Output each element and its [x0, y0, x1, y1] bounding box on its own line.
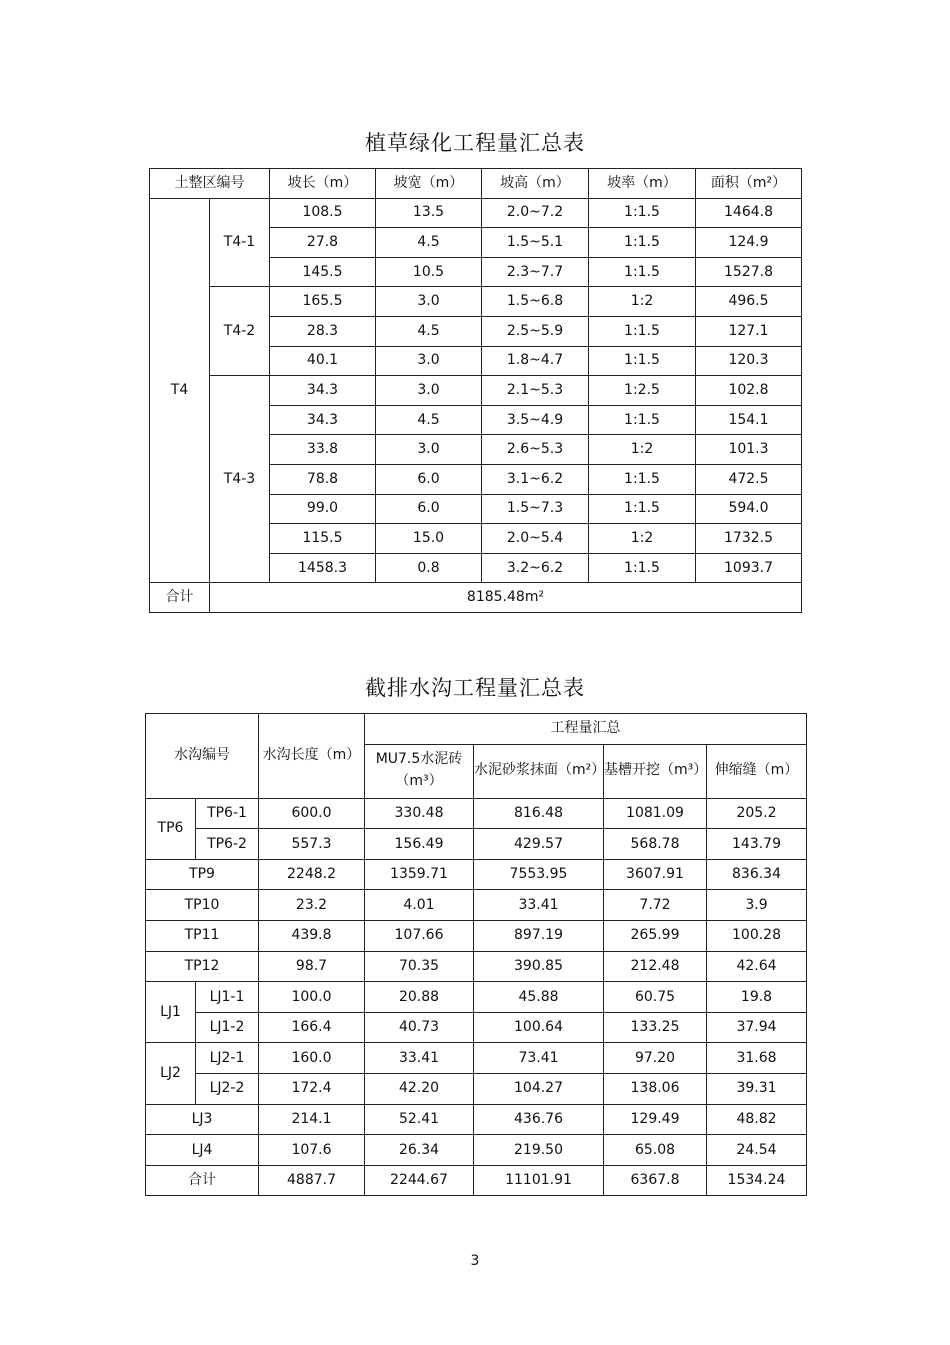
data-cell: 97.20: [604, 1043, 707, 1074]
data-cell: 1:2: [589, 435, 696, 465]
data-cell: 4887.7: [259, 1165, 365, 1196]
data-cell: 1081.09: [604, 798, 707, 829]
data-cell: 1:1.5: [589, 464, 696, 494]
data-cell: 34.3: [270, 405, 376, 435]
data-cell: 2.0~5.4: [482, 524, 589, 554]
data-cell: 472.5: [696, 464, 802, 494]
page-number: 3: [470, 1253, 480, 1269]
data-cell: 1:2: [589, 287, 696, 317]
data-cell: 557.3: [259, 829, 365, 860]
data-cell: 31.68: [707, 1043, 807, 1074]
data-cell: 3.0: [376, 376, 482, 406]
table-row: [150, 198, 802, 228]
data-cell: 70.35: [365, 951, 474, 982]
header-cell: 坡长（m）: [270, 169, 376, 199]
data-cell: 143.79: [707, 829, 807, 860]
data-cell: 1:1.5: [589, 346, 696, 376]
data-cell: 1458.3: [270, 553, 376, 583]
drainage-ditch-quantity-table: [145, 713, 807, 1196]
header-cell: 面积（m²）: [696, 169, 802, 199]
data-cell: 219.50: [474, 1135, 604, 1166]
data-cell: 2.1~5.3: [482, 376, 589, 406]
data-cell: 212.48: [604, 951, 707, 982]
data-cell: 138.06: [604, 1073, 707, 1104]
data-cell: 390.85: [474, 951, 604, 982]
data-cell: 166.4: [259, 1012, 365, 1043]
group-cell: LJ1: [146, 982, 196, 1043]
data-cell: 1:1.5: [589, 316, 696, 346]
data-cell: 3.9: [707, 890, 807, 921]
header-row: [150, 169, 802, 199]
id-cell: 合计: [146, 1165, 259, 1196]
data-cell: 34.3: [270, 376, 376, 406]
data-cell: 39.31: [707, 1073, 807, 1104]
sub-header-cell: MU7.5水泥砖（m³）: [365, 744, 474, 798]
table-row: [150, 376, 802, 406]
table-row: [146, 1073, 807, 1104]
group-cell: T4-1: [210, 198, 270, 287]
data-cell: 3.1~6.2: [482, 464, 589, 494]
data-cell: 145.5: [270, 257, 376, 287]
data-cell: 156.49: [365, 829, 474, 860]
sub-header-cell: 基槽开挖（m³）: [604, 744, 707, 798]
data-cell: 98.7: [259, 951, 365, 982]
data-cell: 1.5~7.3: [482, 494, 589, 524]
data-cell: 1:1.5: [589, 228, 696, 258]
data-cell: 2.6~5.3: [482, 435, 589, 465]
data-cell: 1464.8: [696, 198, 802, 228]
total-row: [150, 583, 802, 613]
data-cell: 165.5: [270, 287, 376, 317]
data-cell: 1093.7: [696, 553, 802, 583]
data-cell: 1:2.5: [589, 376, 696, 406]
data-cell: 100.64: [474, 1012, 604, 1043]
data-cell: 48.82: [707, 1104, 807, 1135]
group-cell: TP6: [146, 798, 196, 859]
data-cell: 124.9: [696, 228, 802, 258]
table-row: [146, 859, 807, 890]
data-cell: 108.5: [270, 198, 376, 228]
data-cell: 24.54: [707, 1135, 807, 1166]
sub-id-cell: LJ1-2: [196, 1012, 259, 1043]
data-cell: 3.0: [376, 435, 482, 465]
data-cell: 3607.91: [604, 859, 707, 890]
sub-id-cell: TP6-1: [196, 798, 259, 829]
data-cell: 115.5: [270, 524, 376, 554]
data-cell: 45.88: [474, 982, 604, 1013]
table-row: [146, 890, 807, 921]
data-cell: 28.3: [270, 316, 376, 346]
table-row: [146, 1043, 807, 1074]
data-cell: 33.8: [270, 435, 376, 465]
data-cell: 3.2~6.2: [482, 553, 589, 583]
data-cell: 60.75: [604, 982, 707, 1013]
data-cell: 1359.71: [365, 859, 474, 890]
data-cell: 265.99: [604, 920, 707, 951]
id-cell: TP9: [146, 859, 259, 890]
data-cell: 1:2: [589, 524, 696, 554]
data-cell: 0.8: [376, 553, 482, 583]
table1-title: 植草绿化工程量汇总表: [365, 131, 585, 155]
data-cell: 120.3: [696, 346, 802, 376]
total-value: 8185.48m²: [210, 583, 802, 613]
id-cell: TP10: [146, 890, 259, 921]
group-cell: T4-2: [210, 287, 270, 376]
data-cell: 15.0: [376, 524, 482, 554]
data-cell: 78.8: [270, 464, 376, 494]
data-cell: 1534.24: [707, 1165, 807, 1196]
id-cell: TP11: [146, 920, 259, 951]
data-cell: 496.5: [696, 287, 802, 317]
data-cell: 101.3: [696, 435, 802, 465]
data-cell: 1.5~5.1: [482, 228, 589, 258]
data-cell: 330.48: [365, 798, 474, 829]
group-cell: LJ2: [146, 1043, 196, 1104]
data-cell: 4.01: [365, 890, 474, 921]
data-cell: 2.3~7.7: [482, 257, 589, 287]
sub-id-cell: LJ1-1: [196, 982, 259, 1013]
data-cell: 65.08: [604, 1135, 707, 1166]
data-cell: 2.0~7.2: [482, 198, 589, 228]
zone-cell: T4: [150, 198, 210, 583]
table-row: [146, 829, 807, 860]
data-cell: 172.4: [259, 1073, 365, 1104]
data-cell: 127.1: [696, 316, 802, 346]
data-cell: 600.0: [259, 798, 365, 829]
data-cell: 13.5: [376, 198, 482, 228]
table-row: [150, 287, 802, 317]
data-cell: 73.41: [474, 1043, 604, 1074]
data-cell: 52.41: [365, 1104, 474, 1135]
data-cell: 10.5: [376, 257, 482, 287]
data-cell: 1.5~6.8: [482, 287, 589, 317]
data-cell: 99.0: [270, 494, 376, 524]
total-label: 合计: [150, 583, 210, 613]
header-cell: 工程量汇总: [365, 714, 807, 745]
data-cell: 4.5: [376, 405, 482, 435]
data-cell: 4.5: [376, 316, 482, 346]
header-cell: 水沟长度（m）: [259, 714, 365, 799]
table-row: [146, 1012, 807, 1043]
sub-id-cell: TP6-2: [196, 829, 259, 860]
table-row: [146, 951, 807, 982]
data-cell: 11101.91: [474, 1165, 604, 1196]
header-cell: 坡高（m）: [482, 169, 589, 199]
data-cell: 6.0: [376, 464, 482, 494]
header-cell: 土整区编号: [150, 169, 270, 199]
data-cell: 1527.8: [696, 257, 802, 287]
header-cell: 坡宽（m）: [376, 169, 482, 199]
data-cell: 33.41: [474, 890, 604, 921]
data-cell: 205.2: [707, 798, 807, 829]
sub-id-cell: LJ2-2: [196, 1073, 259, 1104]
data-cell: 594.0: [696, 494, 802, 524]
data-cell: 20.88: [365, 982, 474, 1013]
greening-quantity-table: [149, 168, 802, 613]
data-cell: 1:1.5: [589, 257, 696, 287]
data-cell: 3.0: [376, 287, 482, 317]
data-cell: 1732.5: [696, 524, 802, 554]
data-cell: 40.1: [270, 346, 376, 376]
data-cell: 23.2: [259, 890, 365, 921]
sub-header-cell: 水泥砂浆抹面（m²）: [474, 744, 604, 798]
data-cell: 129.49: [604, 1104, 707, 1135]
data-cell: 7553.95: [474, 859, 604, 890]
data-cell: 100.0: [259, 982, 365, 1013]
data-cell: 102.8: [696, 376, 802, 406]
header-row: [146, 714, 807, 745]
header-cell: 水沟编号: [146, 714, 259, 799]
table-row: [146, 982, 807, 1013]
table-row: [146, 1135, 807, 1166]
table-row: [146, 1104, 807, 1135]
table-row: [146, 1165, 807, 1196]
header-cell: 坡率（m）: [589, 169, 696, 199]
id-cell: LJ3: [146, 1104, 259, 1135]
data-cell: 6367.8: [604, 1165, 707, 1196]
data-cell: 107.66: [365, 920, 474, 951]
data-cell: 1:1.5: [589, 405, 696, 435]
data-cell: 133.25: [604, 1012, 707, 1043]
data-cell: 1.8~4.7: [482, 346, 589, 376]
table2-title: 截排水沟工程量汇总表: [365, 676, 585, 700]
data-cell: 33.41: [365, 1043, 474, 1074]
data-cell: 836.34: [707, 859, 807, 890]
data-cell: 1:1.5: [589, 198, 696, 228]
data-cell: 3.0: [376, 346, 482, 376]
data-cell: 104.27: [474, 1073, 604, 1104]
data-cell: 4.5: [376, 228, 482, 258]
sub-id-cell: LJ2-1: [196, 1043, 259, 1074]
data-cell: 27.8: [270, 228, 376, 258]
data-cell: 7.72: [604, 890, 707, 921]
data-cell: 19.8: [707, 982, 807, 1013]
data-cell: 436.76: [474, 1104, 604, 1135]
id-cell: LJ4: [146, 1135, 259, 1166]
data-cell: 1:1.5: [589, 553, 696, 583]
table-row: [146, 798, 807, 829]
data-cell: 2248.2: [259, 859, 365, 890]
data-cell: 439.8: [259, 920, 365, 951]
data-cell: 816.48: [474, 798, 604, 829]
data-cell: 42.64: [707, 951, 807, 982]
data-cell: 42.20: [365, 1073, 474, 1104]
data-cell: 429.57: [474, 829, 604, 860]
data-cell: 154.1: [696, 405, 802, 435]
data-cell: 107.6: [259, 1135, 365, 1166]
data-cell: 160.0: [259, 1043, 365, 1074]
data-cell: 6.0: [376, 494, 482, 524]
data-cell: 897.19: [474, 920, 604, 951]
data-cell: 37.94: [707, 1012, 807, 1043]
data-cell: 1:1.5: [589, 494, 696, 524]
data-cell: 568.78: [604, 829, 707, 860]
table-row: [146, 920, 807, 951]
sub-header-cell: 伸缩缝（m）: [707, 744, 807, 798]
data-cell: 2.5~5.9: [482, 316, 589, 346]
data-cell: 100.28: [707, 920, 807, 951]
data-cell: 3.5~4.9: [482, 405, 589, 435]
data-cell: 2244.67: [365, 1165, 474, 1196]
id-cell: TP12: [146, 951, 259, 982]
data-cell: 214.1: [259, 1104, 365, 1135]
data-cell: 26.34: [365, 1135, 474, 1166]
group-cell: T4-3: [210, 376, 270, 583]
data-cell: 40.73: [365, 1012, 474, 1043]
